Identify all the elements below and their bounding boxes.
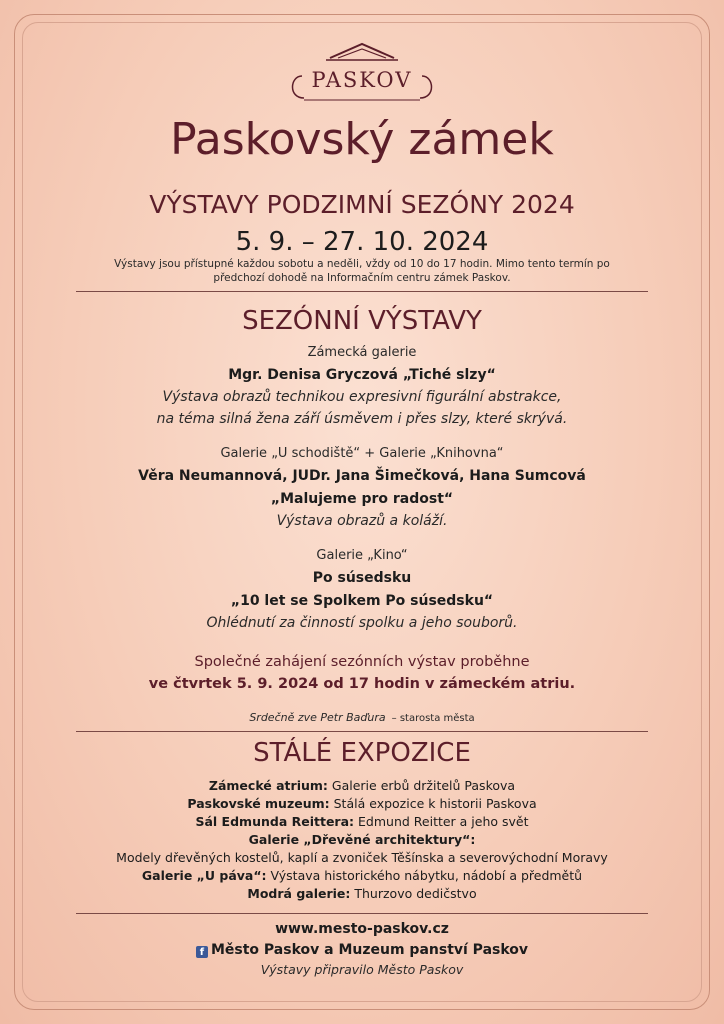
seasonal-heading: SEZÓNNÍ VÝSTAVY: [242, 306, 482, 336]
invitation-role: – starosta města: [391, 713, 475, 724]
permanent-item: [40, 814, 684, 829]
divider: [76, 291, 648, 292]
credit-line: Výstavy připravilo Město Paskov: [260, 962, 464, 977]
permanent-item-value: Edmund Reitter a jeho svět: [358, 814, 529, 829]
facebook-link[interactable]: [40, 942, 684, 958]
facebook-icon: f: [196, 946, 208, 958]
opening-announcement: Společné zahájení sezónních výstav proběhne: [194, 654, 530, 670]
permanent-item: [40, 832, 684, 847]
exhibition-name: „10 let se Spolkem Po súsedsku“: [230, 593, 494, 609]
permanent-item-label: Sál Edmunda Reittera:: [195, 814, 355, 829]
logo-text: PASKOV: [311, 68, 413, 92]
permanent-item-value: Výstava historického nábytku, nádobí a předmětů: [270, 868, 583, 883]
exhibition-description: Výstava obrazů a koláží.: [276, 513, 448, 529]
permanent-item: [40, 850, 684, 865]
permanent-item-label: Galerie „Dřevěné architektury“:: [248, 832, 476, 847]
exhibition-description: Výstava obrazů technikou expresivní figurální abstrakce,: [162, 389, 562, 405]
opening-hours-note: Výstavy jsou přístupné každou sobotu a neděli, vždy od 10 do 17 hodin. Mimo tento termín po: [114, 258, 610, 270]
permanent-item-value: Galerie erbů držitelů Paskova: [331, 778, 516, 793]
permanent-item-label: Modrá galerie:: [247, 886, 351, 901]
exhibition-artist: Po súsedsku: [312, 570, 412, 586]
exhibition-description: na téma silná žena září úsměvem i přes slzy, které skrývá.: [156, 411, 568, 427]
permanent-item: [40, 796, 684, 811]
opening-date: ve čtvrtek 5. 9. 2024 od 17 hodin v zámeckém atriu.: [148, 676, 576, 692]
permanent-item: [40, 778, 684, 793]
logo: [282, 40, 442, 106]
exhibition-description: Ohlédnutí za činností spolku a jeho souborů.: [206, 615, 518, 631]
exhibition-venue: Galerie „U schodiště“ + Galerie „Knihovna“: [220, 446, 504, 461]
page-subtitle: VÝSTAVY PODZIMNÍ SEZÓNY 2024: [149, 190, 575, 219]
divider: [76, 731, 648, 732]
exhibition-venue: Galerie „Kino“: [316, 548, 408, 563]
permanent-item-label: Galerie „U páva“:: [141, 868, 267, 883]
page-title: Paskovský zámek: [170, 114, 554, 165]
divider: [76, 913, 648, 914]
permanent-item: [40, 886, 684, 901]
permanent-item-label: Paskovské muzeum:: [187, 796, 330, 811]
permanent-item-value: Thurzovo dedičstvo: [354, 886, 477, 901]
exhibition-artist: Mgr. Denisa Gryczová „Tiché slzy“: [228, 367, 496, 383]
facebook-label: Město Paskov a Muzeum panství Paskov: [210, 942, 529, 958]
permanent-item: [40, 868, 684, 883]
invitation: [40, 706, 684, 725]
exhibition-dates: 5. 9. – 27. 10. 2024: [235, 227, 489, 257]
permanent-item-label: Zámecké atrium:: [208, 778, 328, 793]
invitation-text: Srdečně zve Petr Baďura: [249, 711, 386, 724]
permanent-item-value: Stálá expozice k historii Paskova: [333, 796, 537, 811]
website-link[interactable]: www.mesto-paskov.cz: [275, 921, 449, 937]
opening-hours-note-2: předchozí dohodě na Informačním centru zámek Paskov.: [213, 272, 511, 284]
exhibition-name: „Malujeme pro radost“: [270, 491, 454, 507]
permanent-heading: STÁLÉ EXPOZICE: [253, 738, 471, 768]
permanent-item-value: Modely dřevěných kostelů, kaplí a zvoniček Těšínska a severovýchodní Moravy: [116, 850, 608, 865]
exhibition-artist: Věra Neumannová, JUDr. Jana Šimečková, Hana Sumcová: [138, 468, 586, 484]
exhibition-venue: Zámecká galerie: [307, 345, 417, 360]
